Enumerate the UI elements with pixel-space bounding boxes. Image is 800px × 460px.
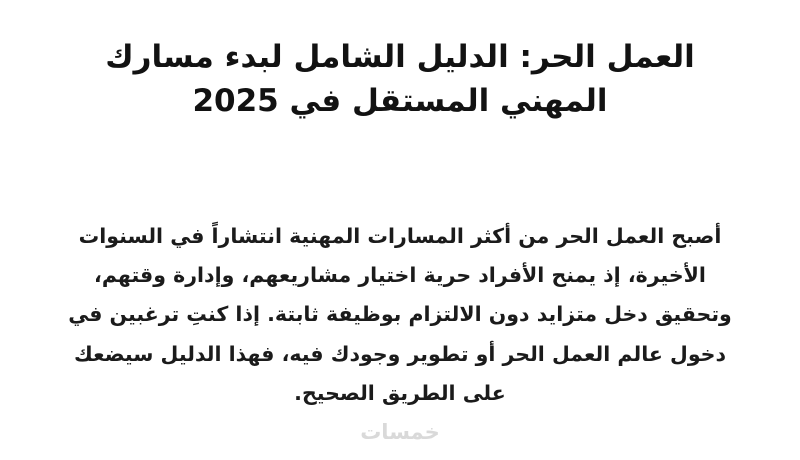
- article-body-paragraph: أصبح العمل الحر من أكثر المسارات المهنية انتشاراً في السنوات الأخيرة، إذ يمنح الأفراد حرية اختيار مشاريعهم، وإدارة وقتهم، وتحقيق دخل متزايد دون الالتزام بوظيفة ثابتة. إذا كنتِ ترغبين في دخول عالم العمل الحر أو تطوير وجودك فيه، فهذا الدليل سيضعك على الطريق الصحيح.: [68, 223, 732, 405]
- page-title: العمل الحر: الدليل الشامل لبدء مسارك المهني المستقل في 2025: [105, 38, 695, 119]
- watermark-text: خمسات: [360, 420, 440, 444]
